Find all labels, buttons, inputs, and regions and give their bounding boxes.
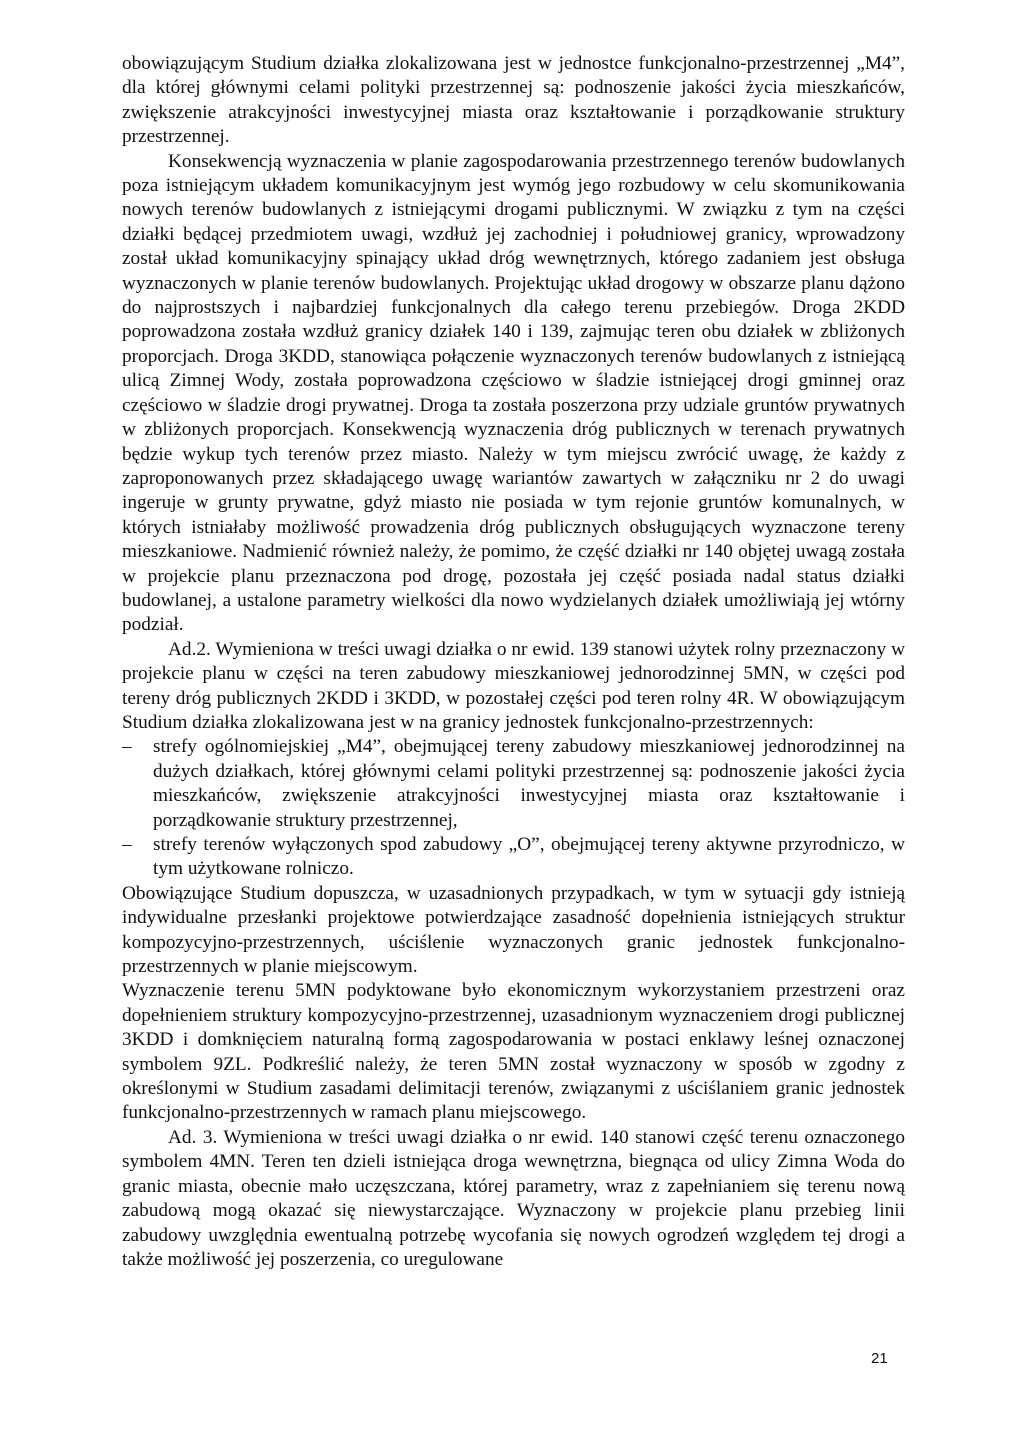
- dash-bullet: –: [122, 834, 132, 855]
- list-item: [122, 833, 905, 882]
- paragraph: obowiązującym Studium działka zlokalizowana jest w jednostce funkcjonalno-przestrzennej „M4”, dla której głównymi celami polityki przestrzennej są: podnoszenie jakości życia mieszkańców, zwiększenie atrakcyjności inwestycyjnej miasta oraz kształtowanie i porządkowanie struktury przestrzennej.: [122, 53, 905, 148]
- dash-bullet: –: [122, 736, 132, 758]
- paragraph: Obowiązujące Studium dopuszcza, w uzasadnionych przypadkach, w tym w sytuacji gdy istnieją indywidualne przesłanki projektowe potwierdzające zasadność dopełnienia istniejących struktur kompozycyjno-przestrzennych, uściślenie wyznaczonych granic jednostek funkcjonalno-przestrzennych w planie miejscowym.: [122, 882, 905, 978]
- page-number: 21: [871, 1350, 888, 1367]
- paragraph: Wyznaczenie terenu 5MN podyktowane było ekonomicznym wykorzystaniem przestrzeni oraz dopełnieniem struktury kompozycyjno-przestrzennej, uzasadnionym wyznaczeniem drogi publicznej 3KDD i domknięciem naturalną formą zagospodarowania w postaci enklawy leśnej oznaczonej symbolem 9ZL. Podkreślić należy, że teren 5MN został wyznaczony w sposób w zgodny z określonymi w Studium zasadami delimitacji terenów, związanymi z uściślaniem granic jednostek funkcjonalno-przestrzennych w ramach planu miejscowego.: [122, 980, 905, 1124]
- document-page: [122, 52, 905, 1272]
- list-item: [122, 735, 905, 833]
- list-item-text: strefy ogólnomiejskiej „M4”, obejmującej tereny zabudowy mieszkaniowej jednorodzinnej na dużych działkach, której głównymi celami polityki przestrzennej są: podnoszenie jakości życia mieszkańców, zwiększenie atrakcyjności inwestycyjnej miasta oraz kształtowanie i porządkowanie struktury przestrzennej,: [153, 736, 905, 831]
- paragraph: Ad.2. Wymieniona w treści uwagi działka o nr ewid. 139 stanowi użytek rolny przeznaczony w projekcie planu w części na teren zabudowy mieszkaniowej jednorodzinnej 5MN, w części pod tereny dróg publicznych 2KDD i 3KDD, w pozostałej części pod teren rolny 4R. W obowiązującym Studium działka zlokalizowana jest w na granicy jednostek funkcjonalno-przestrzennych:: [122, 638, 905, 733]
- paragraph: Ad. 3. Wymieniona w treści uwagi działka o nr ewid. 140 stanowi część terenu oznaczonego symbolem 4MN. Teren ten dzieli istniejąca droga wewnętrzna, biegnąca od ulicy Zimna Woda do granic miasta, obecnie mało uczęszczana, której parametry, wraz z zapełnianiem się terenu nową zabudową mogą okazać się niewystarczające. Wyznaczony w projekcie planu przebieg linii zabudowy uwzględnia ewentualną potrzebę wycofania się nowych ogrodzeń względem tej drogi a także możliwość jej poszerzenia, co uregulowane: [122, 1126, 905, 1270]
- list-item-text: strefy terenów wyłączonych spod zabudowy „O”, obejmującej tereny aktywne przyrodniczo, w tym użytkowane rolniczo.: [153, 834, 905, 880]
- bullet-list: [122, 735, 905, 881]
- paragraph: Konsekwencją wyznaczenia w planie zagospodarowania przestrzennego terenów budowlanych poza istniejącym układem komunikacyjnym jest wymóg jego rozbudowy w celu skomunikowania nowych terenów budowlanych z istniejącymi drogami publicznymi. W związku z tym na części działki będącej przedmiotem uwagi, wzdłuż jej zachodniej i południowej granicy, wprowadzony został układ komunikacyjny spinający układ dróg wewnętrznych, którego zadaniem jest obsługa wyznaczonych w planie terenów budowlanych. Projektując układ drogowy w obszarze planu dążono do najprostszych i najbardziej funkcjonalnych dla całego terenu przebiegów. Droga 2KDD poprowadzona została wzdłuż granicy działek 140 i 139, zajmując teren obu działek w zbliżonych proporcjach. Droga 3KDD, stanowiąca połączenie wyznaczonych terenów budowlanych z istniejącą ulicą Zimnej Wody, została poprowadzona częściowo w śladzie istniejącej drogi gminnej oraz częściowo w śladzie drogi prywatnej. Droga ta została poszerzona przy udziale gruntów prywatnych w zbliżonych proporcjach. Konsekwencją wyznaczenia dróg publicznych w terenach prywatnych będzie wykup tych terenów przez miasto. Należy w tym miejscu zwrócić uwagę, że każdy z zaproponowanych przez składającego uwagę wariantów zawartych w załączniku nr 2 do uwagi ingeruje w grunty prywatne, gdyż miasto nie posiada w tym rejonie gruntów komunalnych, w których istniałaby możliwość prowadzenia dróg publicznych obsługujących wyznaczone tereny mieszkaniowe. Nadmienić również należy, że pomimo, że część działki nr 140 objętej uwagą została w projekcie planu przeznaczona pod drogę, pozostała jej część posiada nadal status działki budowlanej, a ustalone parametry wielkości dla nowo wydzielanych działek umożliwiają jej wtórny podział.: [122, 150, 905, 636]
